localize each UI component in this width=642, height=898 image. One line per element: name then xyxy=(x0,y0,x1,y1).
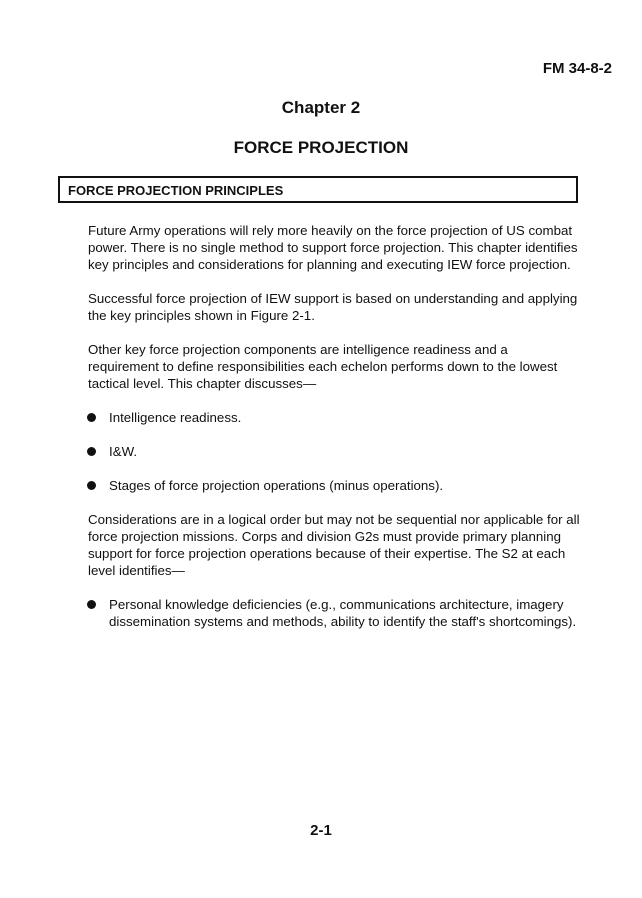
body-text xyxy=(88,222,580,647)
list-item xyxy=(88,409,580,426)
bullet-icon xyxy=(87,413,96,422)
list-item-text: Personal knowledge deficiencies (e.g., communications architecture, imagery dissemination systems and methods, ability to identify the staff's shortcomings). xyxy=(109,597,577,629)
list-item-text: Stages of force projection operations (minus operations). xyxy=(109,478,444,493)
chapter-number: Chapter 2 xyxy=(281,98,361,117)
list-item-text: I&W. xyxy=(109,444,138,459)
section-header-box xyxy=(58,176,578,203)
list-item xyxy=(88,443,580,460)
page-number: 2-1 xyxy=(310,822,332,839)
paragraph-intro: Future Army operations will rely more heavily on the force projection of US combat power. There is no single method to support force projection. This chapter identifies key principles and considerations for planning and executing IEW force projection. xyxy=(88,223,578,272)
paragraph-principles: Successful force projection of IEW support is based on understanding and applying the key principles shown in Figure 2-1. xyxy=(88,291,578,323)
list-item xyxy=(88,596,580,630)
chapter-title: FORCE PROJECTION xyxy=(233,138,409,157)
section-title: FORCE PROJECTION PRINCIPLES xyxy=(68,183,284,198)
list-item-text: Intelligence readiness. xyxy=(109,410,242,425)
document-id: FM 34-8-2 xyxy=(542,60,612,77)
paragraph-components: Other key force projection components are intelligence readiness and a requirement to define responsibilities each echelon performs down to the lowest tactical level. This chapter discusses— xyxy=(88,342,558,391)
paragraph-considerations: Considerations are in a logical order but may not be sequential nor applicable for all force projection missions. Corps and division G2s must provide primary planning support for force projection operations because of their expertise. The S2 at each level identifies— xyxy=(88,512,580,578)
list-item xyxy=(88,477,580,494)
bullet-icon xyxy=(87,600,96,609)
bullet-icon xyxy=(87,447,96,456)
bullet-icon xyxy=(87,481,96,490)
